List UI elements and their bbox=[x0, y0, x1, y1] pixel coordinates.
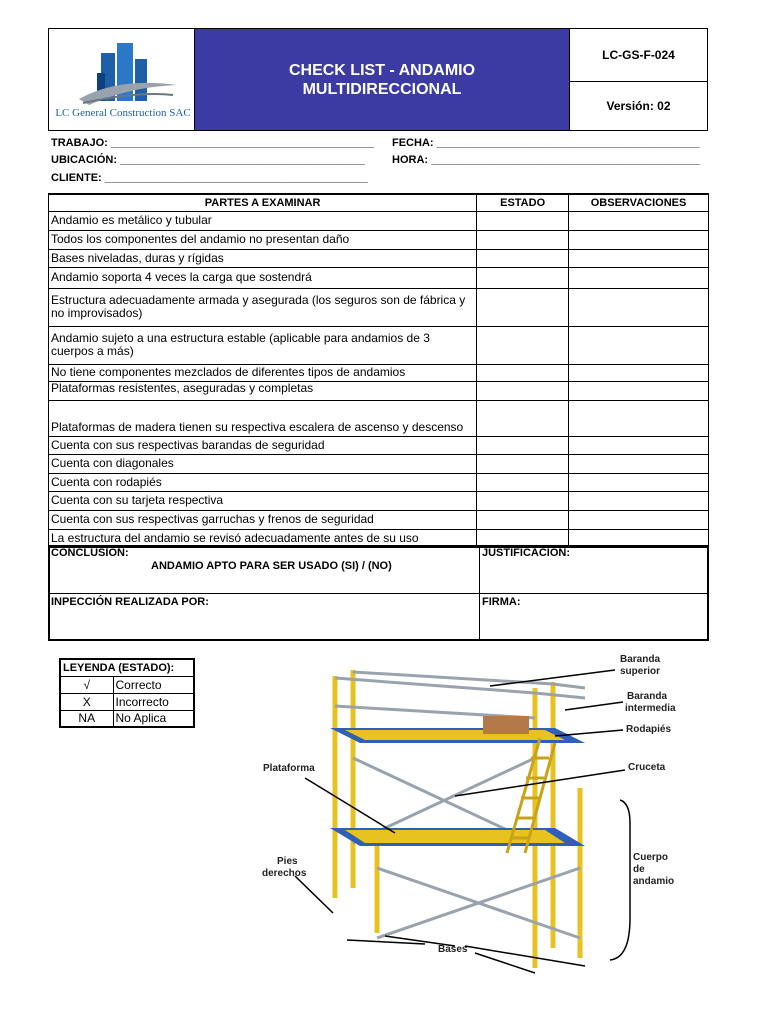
observaciones-cell[interactable] bbox=[569, 400, 709, 436]
observaciones-cell[interactable] bbox=[569, 381, 709, 400]
label-plataforma: Plataforma bbox=[263, 763, 315, 774]
label-pies-2: derechos bbox=[262, 868, 307, 879]
estado-cell[interactable] bbox=[477, 381, 569, 400]
scaffold-illustration bbox=[235, 648, 705, 993]
table-row bbox=[49, 400, 709, 436]
table-row bbox=[49, 473, 709, 491]
estado-cell[interactable] bbox=[477, 491, 569, 510]
estado-cell[interactable] bbox=[477, 364, 569, 381]
item-label: La estructura del andamio se revisó adecuadamente antes de su uso bbox=[49, 529, 477, 547]
table-header-row bbox=[49, 194, 709, 211]
col-header-parts: PARTES A EXAMINAR bbox=[49, 194, 477, 211]
callout-arrows bbox=[295, 670, 625, 973]
item-label: Andamio sujeto a una estructura estable (aplicable para andamios de 3 cuerpos a más) bbox=[49, 326, 477, 364]
item-label: Andamio es metálico y tubular bbox=[49, 211, 477, 230]
table-row bbox=[49, 230, 709, 249]
legend-meaning: No Aplica bbox=[113, 710, 194, 727]
estado-cell[interactable] bbox=[477, 288, 569, 326]
inspection-row bbox=[50, 594, 707, 639]
table-row bbox=[49, 211, 709, 230]
label-baranda-superior-2: superior bbox=[620, 666, 661, 677]
title-line-1: CHECK LIST - ANDAMIO bbox=[288, 61, 476, 79]
item-label: Cuenta con sus respectivas barandas de seguridad bbox=[49, 436, 477, 454]
item-label: Cuenta con diagonales bbox=[49, 454, 477, 473]
estado-cell[interactable] bbox=[477, 454, 569, 473]
legend-row bbox=[60, 710, 194, 727]
document-version: Versión: 02 bbox=[606, 99, 671, 113]
label-baranda-intermedia-2: intermedia bbox=[625, 703, 676, 714]
label-baranda-intermedia-1: Baranda bbox=[627, 691, 668, 702]
platforms bbox=[330, 728, 585, 846]
document-header bbox=[48, 28, 708, 131]
title-line-2: MULTIDIRECCIONAL bbox=[302, 80, 462, 98]
label-baranda-superior-1: Baranda bbox=[620, 654, 661, 665]
cliente-field[interactable]: CLIENTE: ___________________________________________ bbox=[51, 172, 368, 184]
table-row bbox=[49, 381, 709, 400]
observaciones-cell[interactable] bbox=[569, 230, 709, 249]
document-code: LC-GS-F-024 bbox=[570, 29, 707, 82]
company-logo bbox=[49, 29, 195, 130]
conclusion-row bbox=[50, 547, 707, 594]
document-title bbox=[195, 29, 570, 130]
legend-meaning: Incorrecto bbox=[113, 693, 194, 710]
item-label: Andamio soporta 4 veces la carga que sostendrá bbox=[49, 267, 477, 288]
table-row bbox=[49, 510, 709, 529]
label-bases: Bases bbox=[438, 944, 468, 955]
item-label: Cuenta con rodapiés bbox=[49, 473, 477, 491]
legend-symbol: X bbox=[60, 693, 113, 710]
hora-field[interactable]: HORA: ____________________________________________ bbox=[392, 154, 701, 166]
scaffold-diagram-icon bbox=[235, 648, 705, 993]
fecha-field[interactable]: FECHA: ___________________________________________ bbox=[392, 137, 700, 149]
observaciones-cell[interactable] bbox=[569, 364, 709, 381]
estado-cell[interactable] bbox=[477, 211, 569, 230]
observaciones-cell[interactable] bbox=[569, 211, 709, 230]
legend-meaning: Correcto bbox=[113, 676, 194, 693]
bricks bbox=[483, 716, 529, 734]
observaciones-cell[interactable] bbox=[569, 473, 709, 491]
estado-cell[interactable] bbox=[477, 473, 569, 491]
col-header-observaciones: OBSERVACIONES bbox=[569, 194, 709, 211]
label-cuerpo-2: de bbox=[633, 864, 645, 875]
body-bracket bbox=[610, 800, 630, 960]
item-label: Bases niveladas, duras y rígidas bbox=[49, 249, 477, 267]
table-row bbox=[49, 267, 709, 288]
estado-cell[interactable] bbox=[477, 510, 569, 529]
item-label: Plataformas resistentes, aseguradas y completas bbox=[49, 381, 477, 400]
observaciones-cell[interactable] bbox=[569, 510, 709, 529]
label-rodapies: Rodapiés bbox=[626, 724, 672, 735]
table-row bbox=[49, 364, 709, 381]
estado-cell[interactable] bbox=[477, 326, 569, 364]
legend-table bbox=[59, 658, 195, 728]
inspected-by-label: INPECCIÓN REALIZADA POR: bbox=[51, 596, 209, 608]
table-row bbox=[49, 454, 709, 473]
label-cruceta: Cruceta bbox=[628, 762, 666, 773]
observaciones-cell[interactable] bbox=[569, 454, 709, 473]
table-row bbox=[49, 436, 709, 454]
estado-cell[interactable] bbox=[477, 230, 569, 249]
label-pies-1: Pies bbox=[277, 856, 298, 867]
label-cuerpo-1: Cuerpo bbox=[633, 852, 668, 863]
divider bbox=[479, 547, 480, 593]
table-row bbox=[49, 249, 709, 267]
table-row bbox=[49, 288, 709, 326]
legend-title: LEYENDA (ESTADO): bbox=[60, 659, 194, 676]
item-label: Plataformas de madera tienen su respectiva escalera de ascenso y descenso bbox=[49, 400, 477, 436]
conclusion-label: CONCLUSIÓN: bbox=[51, 547, 129, 559]
table-row bbox=[49, 491, 709, 510]
col-header-estado: ESTADO bbox=[477, 194, 569, 211]
item-label: Todos los componentes del andamio no presentan daño bbox=[49, 230, 477, 249]
checklist-table bbox=[48, 193, 709, 548]
estado-cell[interactable] bbox=[477, 400, 569, 436]
estado-cell[interactable] bbox=[477, 436, 569, 454]
legend-row bbox=[60, 693, 194, 710]
item-label: No tiene componentes mezclados de diferentes tipos de andamios bbox=[49, 364, 477, 381]
company-name: LC General Construction SAC bbox=[55, 107, 191, 119]
apto-statement[interactable]: ANDAMIO APTO PARA SER USADO (SI) / (NO) bbox=[151, 560, 392, 572]
item-label: Cuenta con sus respectivas garruchas y frenos de seguridad bbox=[49, 510, 477, 529]
observaciones-cell[interactable] bbox=[569, 491, 709, 510]
estado-cell[interactable] bbox=[477, 249, 569, 267]
estado-cell[interactable] bbox=[477, 267, 569, 288]
observaciones-cell[interactable] bbox=[569, 267, 709, 288]
item-label: Estructura adecuadamente armada y asegurada (los seguros son de fábrica y no improvisados) bbox=[49, 288, 477, 326]
item-label: Cuenta con su tarjeta respectiva bbox=[49, 491, 477, 510]
ubicacion-field[interactable]: UBICACIÓN: ________________________________________ bbox=[51, 154, 365, 166]
trabajo-field[interactable]: TRABAJO: ___________________________________________ bbox=[51, 137, 374, 149]
observaciones-cell[interactable] bbox=[569, 249, 709, 267]
conclusion-block bbox=[48, 545, 709, 641]
legend-row bbox=[60, 676, 194, 693]
legend-symbol: √ bbox=[60, 676, 113, 693]
label-cuerpo-3: andamio bbox=[633, 876, 675, 887]
table-row bbox=[49, 326, 709, 364]
legend-symbol: NA bbox=[60, 710, 113, 727]
observaciones-cell[interactable] bbox=[569, 436, 709, 454]
divider bbox=[479, 594, 480, 639]
justification-label: JUSTIFICACIÓN: bbox=[482, 547, 570, 559]
guardrails bbox=[335, 672, 585, 938]
observaciones-cell[interactable] bbox=[569, 288, 709, 326]
signature-label: FIRMA: bbox=[482, 596, 521, 608]
observaciones-cell[interactable] bbox=[569, 326, 709, 364]
